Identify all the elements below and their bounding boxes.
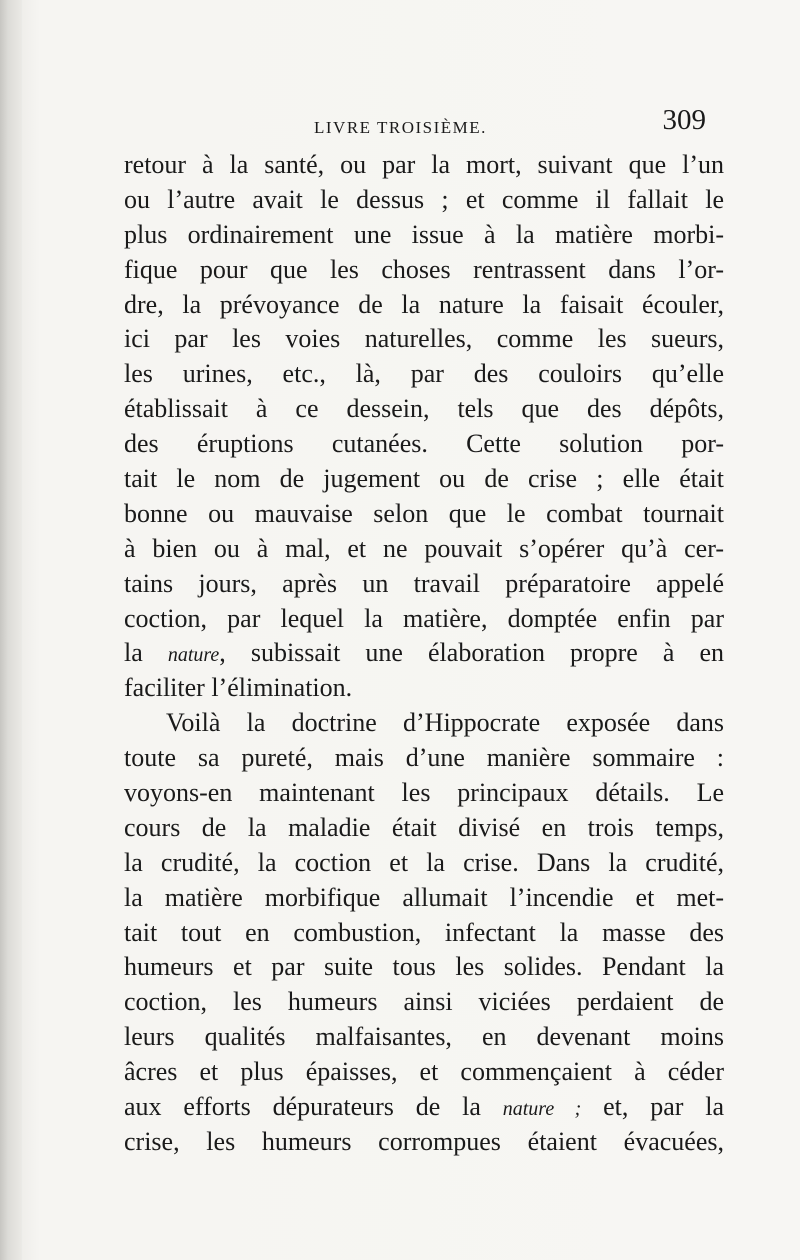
text-line: les urines, etc., là, par des couloirs qu’elle: [124, 359, 724, 389]
page-number: 309: [662, 104, 706, 136]
text-line: la matière morbifique allumait l’incendie et met-: [124, 882, 724, 912]
text-line: [124, 636, 724, 671]
text-line: dre, la prévoyance de la nature la faisait écouler,: [124, 289, 724, 319]
italic-word: nature ;: [502, 1098, 582, 1121]
text-line: voyons-en maintenant les principaux détails. Le: [124, 778, 724, 808]
page-gutter: [0, 0, 22, 1260]
text-line: âcres et plus épaisses, et commençaient à céder: [124, 1057, 724, 1087]
text-line: à bien ou à mal, et ne pouvait s’opérer qu’à cer-: [124, 533, 724, 563]
text-line: plus ordinairement une issue à la matière morbi-: [124, 219, 724, 249]
running-head: LIVRE TROISIÈME.: [314, 118, 487, 137]
text-line: leurs qualités malfaisantes, en devenant moins: [124, 1022, 724, 1052]
text-run: la: [124, 638, 168, 668]
text-line: ici par les voies naturelles, comme les sueurs,: [124, 324, 724, 354]
text-line: des éruptions cutanées. Cette solution por-: [124, 429, 724, 459]
text-line: cours de la maladie était divisé en trois temps,: [124, 812, 724, 842]
text-line: humeurs et par suite tous les solides. Pendant la: [124, 952, 724, 982]
text-line: tains jours, après un travail préparatoire appelé: [124, 568, 724, 598]
paragraph-first-line: Voilà la doctrine d’Hippocrate exposée dans: [166, 708, 724, 738]
text-line: crise, les humeurs corrompues étaient évacuées,: [124, 1126, 724, 1156]
text-line: la crudité, la coction et la crise. Dans la crudité,: [124, 847, 724, 877]
text-line: faciliter l’élimination.: [124, 673, 353, 703]
text-line: coction, les humeurs ainsi viciées perdaient de: [124, 987, 724, 1017]
text-run: et, par la: [581, 1092, 724, 1122]
text-line: coction, par lequel la matière, domptée enfin par: [124, 603, 724, 633]
italic-word: nature: [167, 644, 220, 667]
text-run: aux efforts dépurateurs de la: [124, 1092, 503, 1122]
text-run: , subissait une élaboration propre à en: [219, 638, 724, 668]
text-line: toute sa pureté, mais d’une manière sommaire :: [124, 743, 724, 773]
text-line: établissait à ce dessein, tels que des dépôts,: [124, 394, 724, 424]
text-line: fique pour que les choses rentrassent dans l’or-: [124, 254, 724, 284]
page-header: [124, 104, 710, 144]
text-line: ou l’autre avait le dessus ; et comme il fallait le: [124, 184, 724, 214]
text-line: bonne ou mauvaise selon que le combat tournait: [124, 498, 724, 528]
text-line: tait le nom de jugement ou de crise ; elle était: [124, 464, 724, 494]
text-line: [124, 1090, 724, 1125]
text-line: retour à la santé, ou par la mort, suivant que l’un: [124, 150, 724, 179]
text-line: tait tout en combustion, infectant la masse des: [124, 917, 724, 947]
body-text: [124, 148, 724, 1160]
